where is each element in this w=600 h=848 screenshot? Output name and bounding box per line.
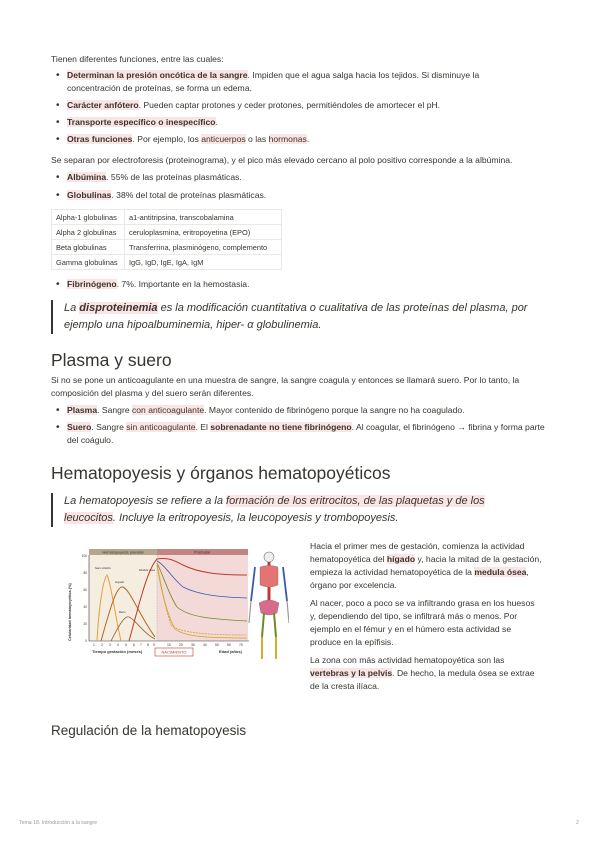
antebrazo-der: [287, 601, 289, 623]
intro-text: Tienen diferentes funciones, entre las cuales:: [51, 54, 224, 64]
tick-label: 70: [239, 643, 243, 647]
tick-label: 7: [140, 643, 142, 647]
side-paragraph-1: Hacia el primer mes de gestación, comienza la actividad hematopoyética del hígado y, hacia la mitad de la gestación, empieza la actividad hematopoyética de la medula ósea, órgano por excelencia.: [310, 541, 542, 590]
plasma-text: Si no se pone un anticoagulante en una muestra de sangre, la sangre coagula y entonces se llamará suero. Por lo tanto, la composición del plasma y del suero serán diferentes.: [51, 375, 520, 398]
x-tick-labels-right: [167, 643, 243, 647]
tick-label: 100: [81, 554, 87, 558]
list-item: • Fibrinógeno. 7%. Importante en la hemostasia.: [51, 278, 249, 291]
fracciones-list: [51, 171, 266, 202]
organ-label: Saco vitelino: [95, 566, 111, 570]
y-tick-labels: [82, 554, 88, 643]
band-right-label: Postnatal: [194, 550, 210, 555]
antebrazo-izq: [249, 601, 251, 623]
tick-label: 1: [93, 643, 95, 647]
tick-label: 5: [125, 643, 127, 647]
heading-hematopoyesis: Hematopoyesis y órganos hematopoyéticos: [51, 463, 391, 483]
hematopoyesis-side-text: [310, 540, 542, 693]
list-item: • Determinan la presión oncótica de la sangre. Impiden que el agua salga hacia los tejidos. Si disminuye la concentración de proteínas, se forma un edema.: [51, 69, 531, 95]
tick-label: 6: [133, 643, 135, 647]
organ-label: Hígado: [115, 580, 125, 584]
table-row: Alpha 2 globulinas ceruloplasmina, eritropoyetina (EPO): [52, 225, 282, 240]
x-axis-label-left: Tiempo gestación (meses): [92, 649, 143, 654]
tick-label: 0: [85, 639, 87, 643]
tick-label: 30: [191, 643, 195, 647]
tick-label: 20: [83, 622, 87, 626]
electroforesis-text: Se separan por electroforesis (proteinograma), y el pico más elevado cercano al polo positivo corresponde a la albúmina.: [51, 155, 513, 165]
tick-label: 50: [215, 643, 219, 647]
band-left-label: Hematopoyesis prenatal: [102, 550, 144, 555]
tick-label: 60: [227, 643, 231, 647]
x-tick-labels-left: [93, 643, 155, 647]
list-item: • Plasma. Sangre con anticoagulante. Mayor contenido de fibrinógeno porque la sangre no ha coagulado.: [51, 404, 545, 417]
tick-label: 20: [179, 643, 183, 647]
heading-plasma-suero: Plasma y suero: [51, 350, 172, 370]
list-item: • Globulinas. 38% del total de proteínas plasmáticas.: [51, 189, 266, 202]
globulinas-table: [51, 209, 282, 270]
heading-regulacion: Regulación de la hematopoyesis: [51, 723, 247, 738]
skull: [264, 552, 274, 562]
tick-label: 9: [153, 643, 155, 647]
funciones-list: [51, 69, 531, 146]
page-number: 2: [576, 820, 579, 826]
hematopoyesis-callout: La hematopoyesis se refiere a la formación de los eritrocitos, de las plaquetas y de los leucocitos. Incluye la eritropoyesis, la leucopoyesis y trombopoyesis.: [51, 493, 531, 527]
list-item: • Albúmina. 55% de las proteínas plasmáticas.: [51, 171, 266, 184]
tick-label: 3: [109, 643, 111, 647]
tick-label: 80: [83, 571, 87, 575]
table-row: Alpha-1 globulinas a1-antitripsina, transcobalamina: [52, 210, 282, 225]
nacimiento-label: NACIMIENTO: [161, 649, 187, 655]
fibrinogeno-list: [51, 278, 249, 291]
hematopoyesis-figure: [59, 545, 289, 665]
y-axis-label: Celularidad hematopoyética (%): [68, 583, 72, 641]
postnatal-band: [157, 551, 248, 641]
humero-der: [283, 567, 287, 601]
femur-izq: [262, 613, 264, 637]
footer-title: Tema 18. Introducción a la sangre: [19, 820, 98, 826]
tick-label: 10: [167, 643, 171, 647]
list-item: • Suero. Sangre sin anticoagulante. El sobrenadante no tiene fibrinógeno. Al coagular, el fibrinógeno → fibrina y forma parte del coágulo.: [51, 421, 545, 447]
tick-label: 60: [83, 588, 87, 592]
tick-label: 8: [147, 643, 149, 647]
side-paragraph-2: Al nacer, poco a poco se va infiltrando grasa en los huesos y, dependiendo del tipo, se infiltrará más o menos. Por ejemplo en el fémur y en el húmero esta actividad se produce en la epífisis.: [310, 598, 535, 647]
table-row: Beta globulinas Transferrina, plasminógeno, complemento: [52, 240, 282, 255]
femur-der: [274, 613, 276, 637]
costillas: [260, 566, 278, 588]
humero-izq: [251, 567, 255, 601]
tick-label: 4: [117, 643, 119, 647]
tick-label: 40: [83, 605, 87, 609]
side-paragraph-3: La zona con más actividad hematopoyética son las vertebras y la pelvis. De hecho, la medula ósea se extrae de la cresta ilíaca.: [310, 655, 535, 691]
pelvis: [259, 600, 279, 615]
tick-label: 40: [203, 643, 207, 647]
list-item: • Otras funciones. Por ejemplo, los anticuerpos o las hormonas.: [51, 133, 531, 146]
organ-label: Bazo: [119, 610, 126, 614]
organ-label: Médula ósea: [139, 568, 156, 572]
plasma-suero-list: [51, 404, 545, 447]
tick-label: 2: [101, 643, 103, 647]
skeleton-illustration: [249, 552, 289, 659]
list-item: • Carácter anfótero. Pueden captar protones y ceder protones, permitiéndoles de amortecer el pH.: [51, 99, 531, 112]
list-item: • Transporte específico o inespecífico.: [51, 116, 531, 129]
x-axis-label-right: Edad (años): [219, 649, 242, 654]
table-row: Gamma globulinas IgG, IgD, IgE, IgA, IgM: [52, 255, 282, 270]
disproteinemia-callout: La disproteinemia es la modificación cuantitativa o cualitativa de las proteínas del plasma, por ejemplo una hipoalbuminemia, hiper- α globulinemia.: [51, 300, 549, 334]
